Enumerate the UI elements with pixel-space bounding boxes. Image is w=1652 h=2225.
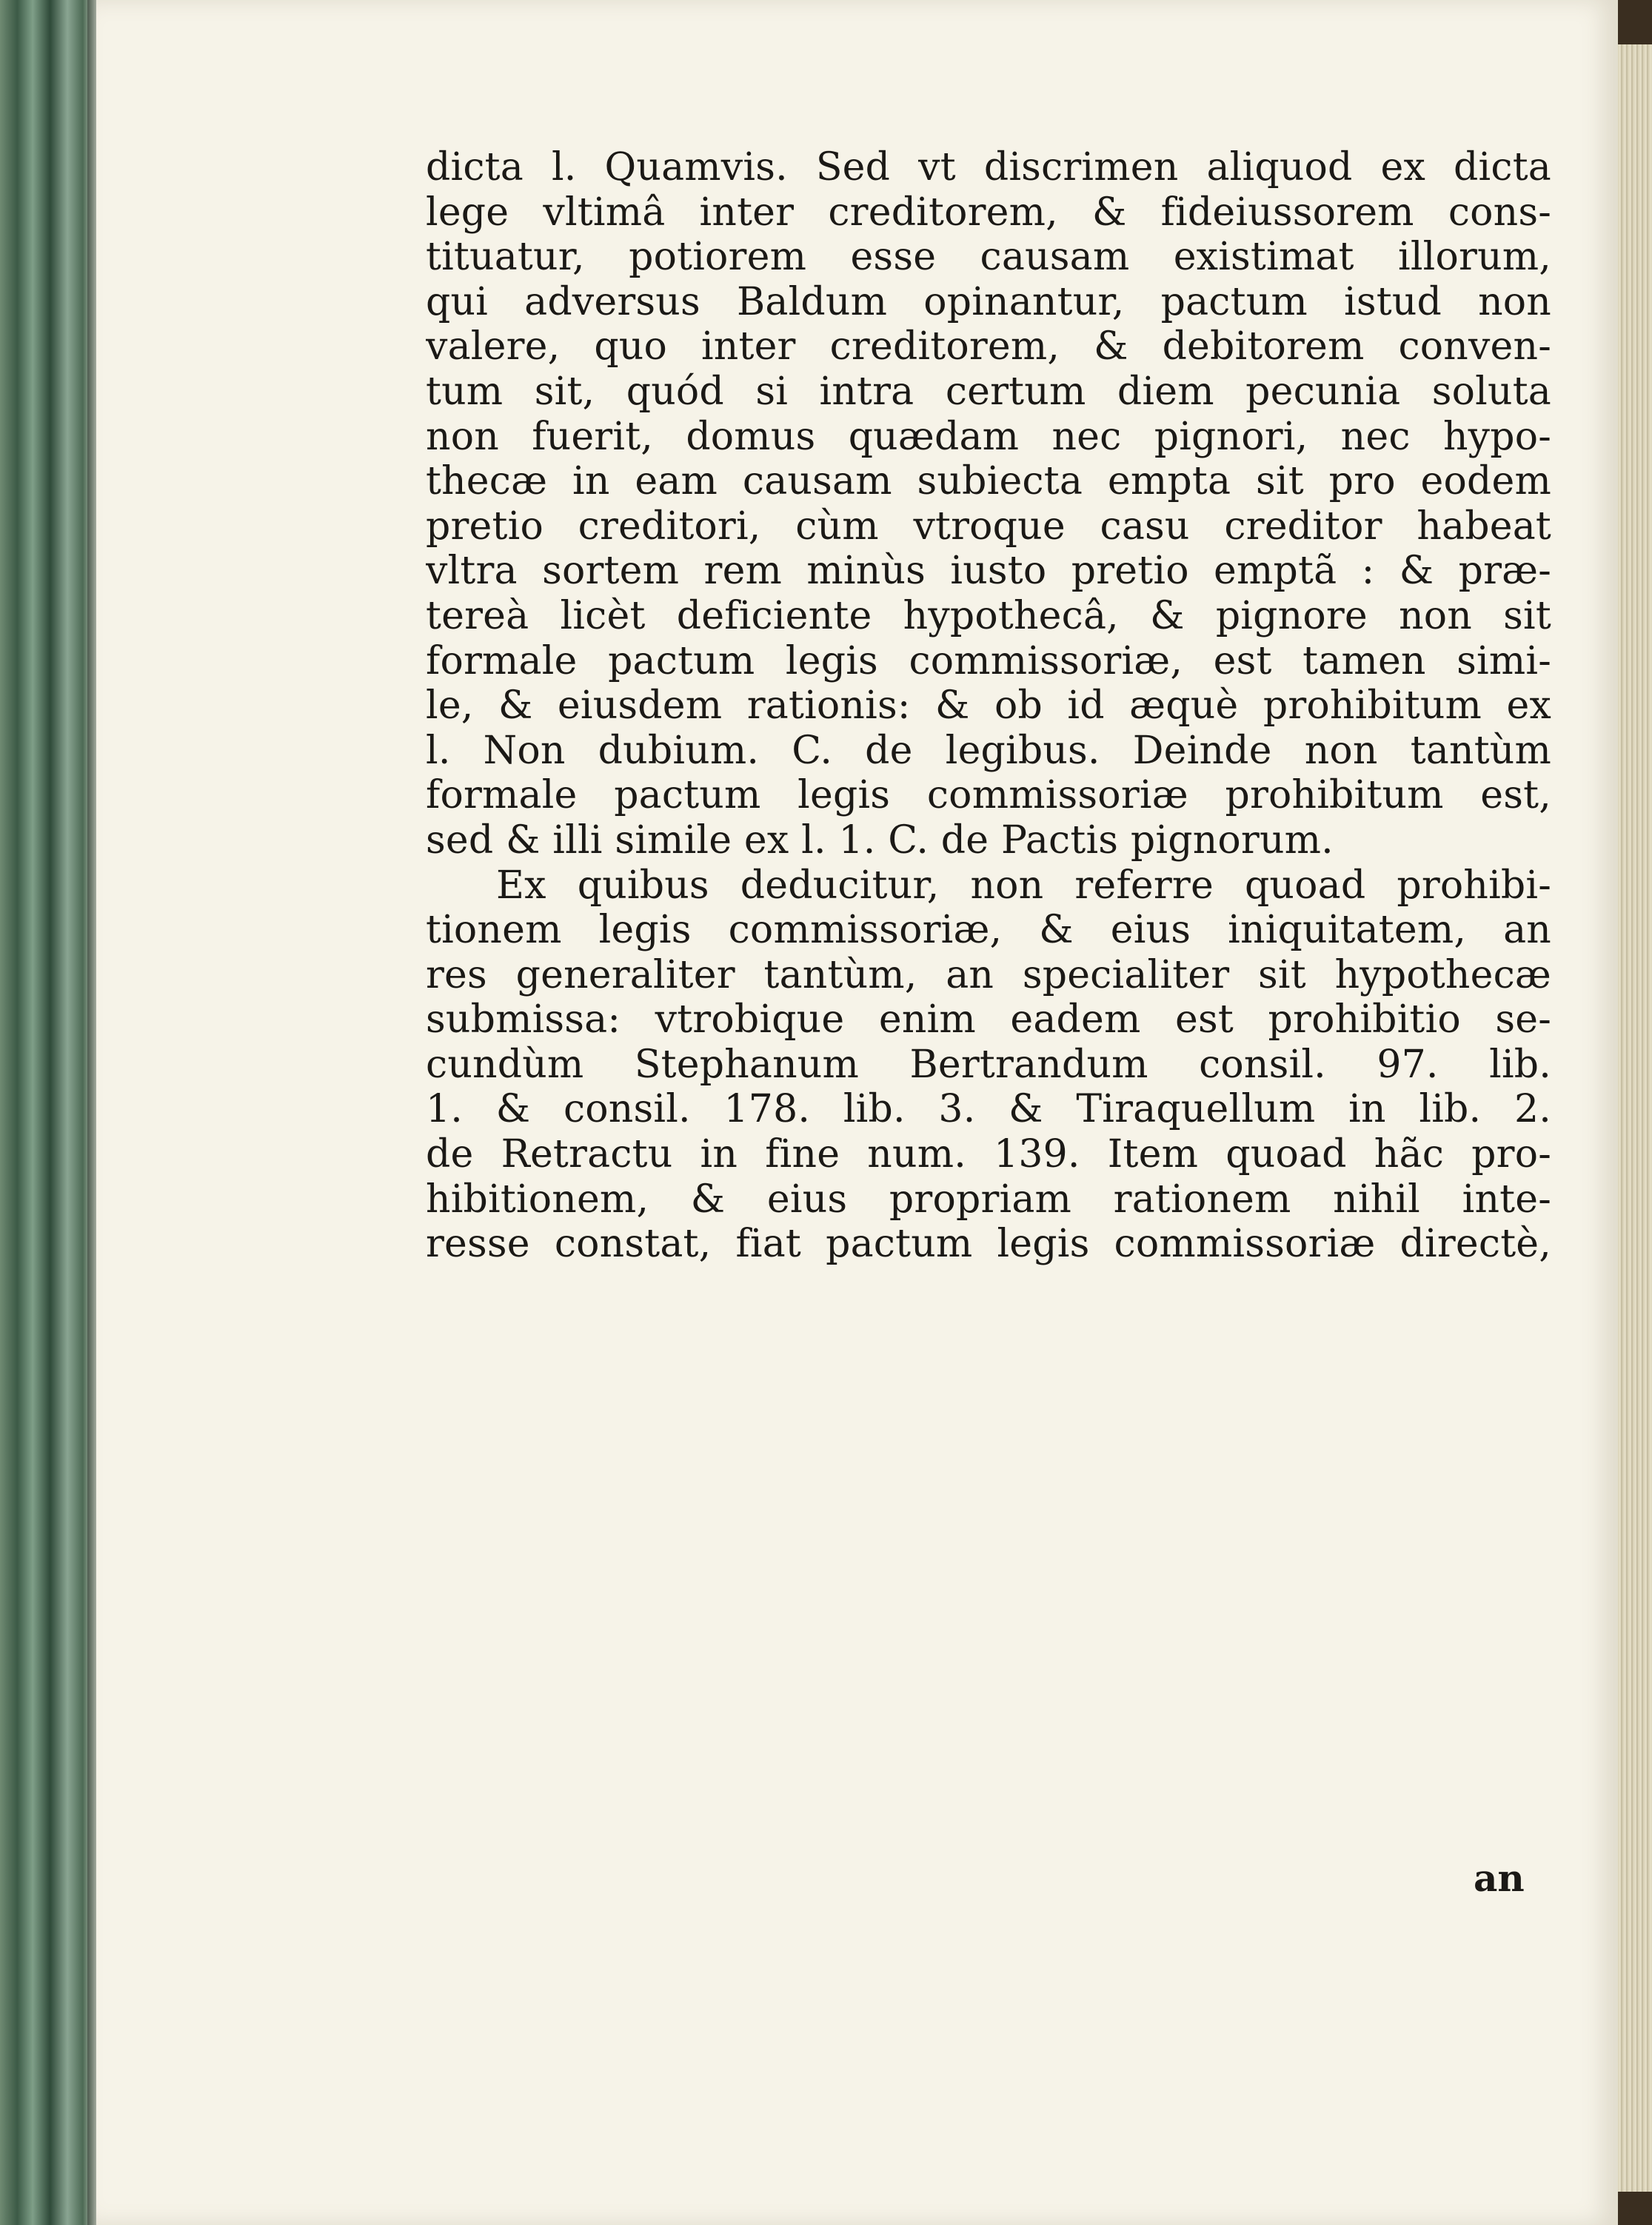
text-line: submissa: vtrobique enim eadem est prohibitio se-: [426, 997, 1551, 1043]
text-line: res generaliter tantùm, an specialiter sit hypothecæ: [426, 952, 1551, 997]
text-line: formale pactum legis commissoriæ prohibitum est,: [426, 773, 1551, 818]
text-line: tereà licèt deficiente hypothecâ, & pignore non sit: [426, 593, 1551, 638]
paragraph-start-line: Ex quibus deducitur, non referre quoad prohibi-: [496, 863, 1551, 908]
page-edge-top: [1618, 0, 1652, 44]
text-line: sed & illi simile ex l. 1. C. de Pactis pignorum.: [426, 817, 1334, 863]
text-line: cundùm Stephanum Bertrandum consil. 97. lib.: [426, 1042, 1551, 1087]
text-line: qui adversus Baldum opinantur, pactum istud non: [426, 279, 1551, 324]
book-binding-edge: [0, 0, 96, 2225]
text-line: tituatur, potiorem esse causam existimat illorum,: [426, 235, 1551, 280]
text-line: de Retractu in fine num. 139. Item quoad hãc pro-: [426, 1132, 1551, 1177]
text-line: tum sit, quód si intra certum diem pecunia soluta: [426, 369, 1551, 414]
text-line: formale pactum legis commissoriæ, est tamen simi-: [426, 638, 1551, 683]
text-line: le, & eiusdem rationis: & ob id æquè prohibitum ex: [426, 683, 1551, 729]
text-line: thecæ in eam causam subiecta empta sit pro eodem: [426, 459, 1551, 504]
text-block: [426, 145, 1551, 1267]
text-line: lege vltimâ inter creditorem, & fideiussorem cons-: [426, 190, 1551, 235]
text-line: resse constat, fiat pactum legis commissoriæ directè,: [426, 1222, 1551, 1267]
page-edge-stack: [1618, 44, 1652, 2192]
page-edge-bottom: [1618, 2192, 1652, 2225]
text-line: 1. & consil. 178. lib. 3. & Tiraquellum in lib. 2.: [426, 1087, 1551, 1132]
text-line: non fuerit, domus quædam nec pignori, nec hypo-: [426, 414, 1551, 459]
catchword: an: [1474, 1856, 1525, 1900]
text-line: l. Non dubium. C. de legibus. Deinde non tantùm: [426, 728, 1551, 773]
text-line: pretio creditori, cùm vtroque casu creditor habeat: [426, 503, 1551, 549]
text-line: valere, quo inter creditorem, & debitorem conven-: [426, 324, 1551, 369]
text-line: tionem legis commissoriæ, & eius iniquitatem, an: [426, 908, 1551, 953]
text-line: hibitionem, & eius propriam rationem nihil inte-: [426, 1177, 1551, 1222]
text-line: dicta l. Quamvis. Sed vt discrimen aliquod ex dicta: [426, 145, 1551, 190]
text-line: vltra sortem rem minùs iusto pretio emptã : & præ-: [426, 549, 1551, 594]
